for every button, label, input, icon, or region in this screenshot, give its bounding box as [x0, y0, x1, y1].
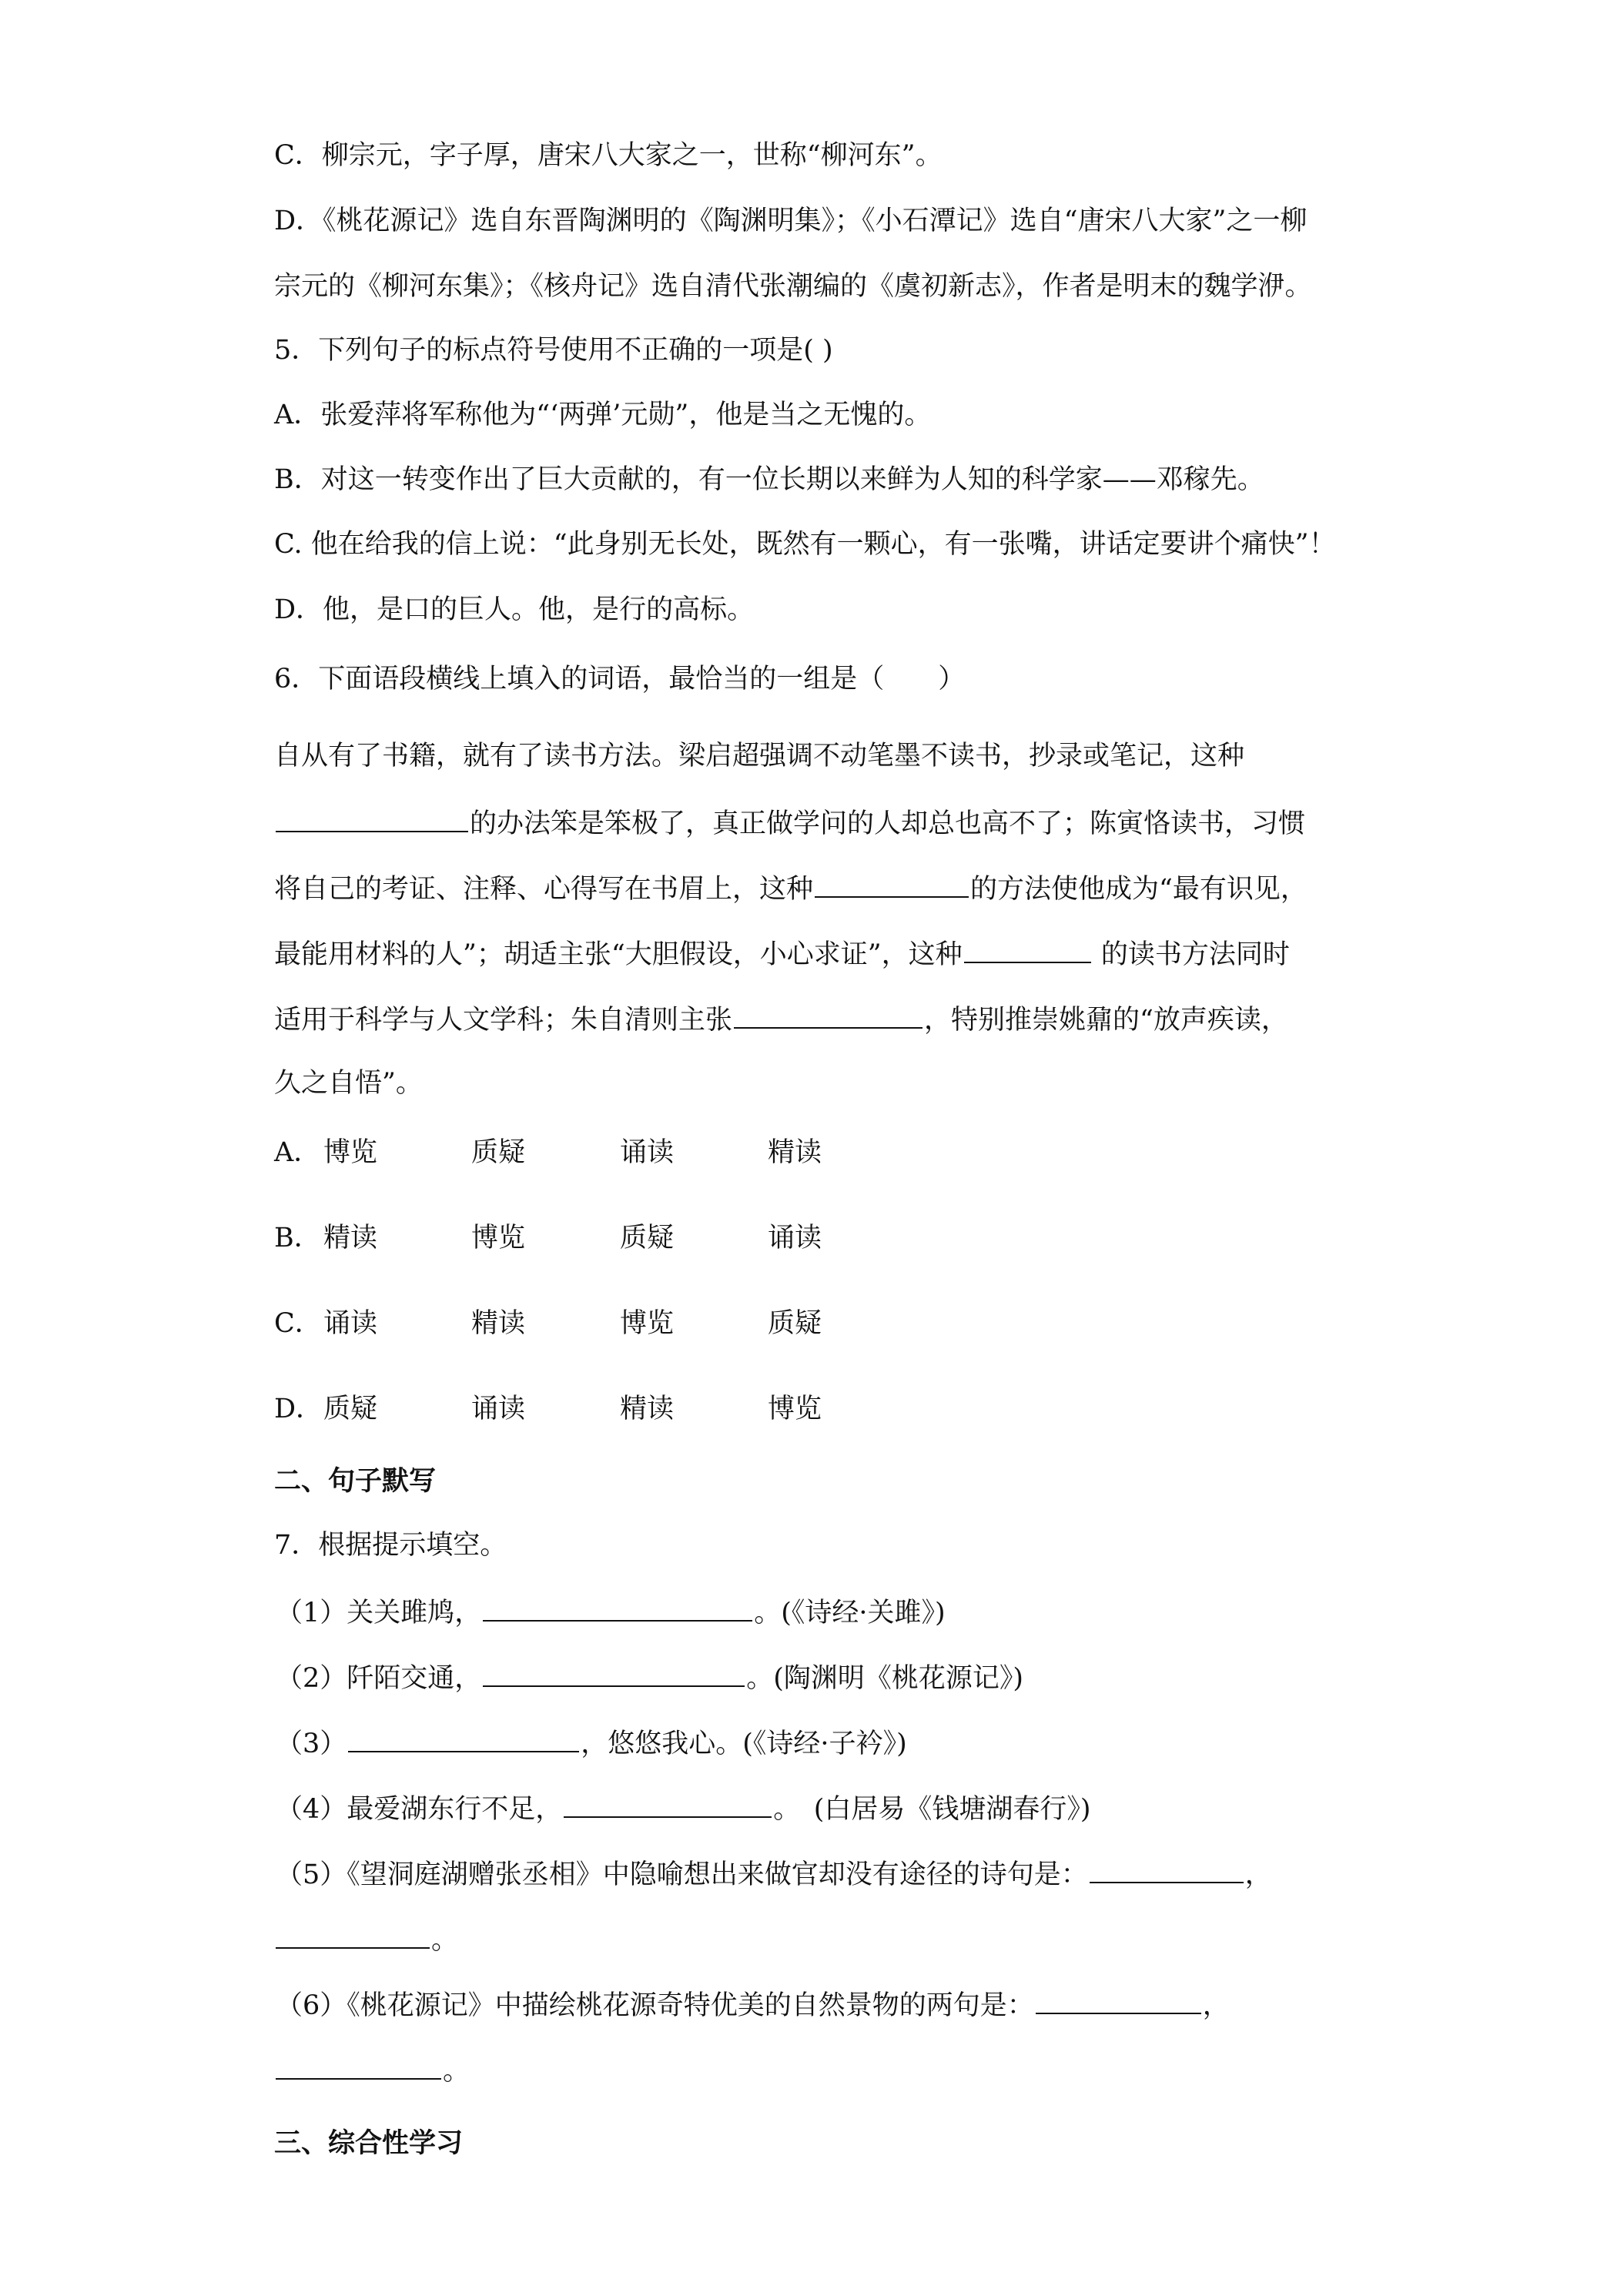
q4-option-d-line2: 宗元的《柳河东集》；《核舟记》选自清代张潮编的《虞初新志》，作者是明末的魏学洢。: [274, 271, 1312, 302]
option-word: 质疑: [768, 1308, 822, 1339]
option-word: 精读: [620, 1394, 675, 1424]
item-text: （3）: [276, 1729, 347, 1759]
q7-item-4: [276, 1790, 1091, 1826]
item-text: 。: [443, 2056, 470, 2087]
item-text: 。(陶渊明《桃花源记》): [746, 1663, 1024, 1694]
option-label: A．: [274, 1137, 321, 1168]
option-word: 诵读: [471, 1394, 526, 1424]
passage-text: 的办法笨是笨极了，真正做学问的人却总也高不了；陈寅恪读书，习惯: [470, 808, 1306, 839]
q6-passage-line2: [274, 805, 1305, 841]
q5-option-c: C. 他在给我的信上说：“此身别无长处，既然有一颗心，有一张嘴，讲话定要讲个痛快”！: [274, 529, 1336, 560]
option-word: 质疑: [323, 1394, 378, 1424]
item-text: 。: [431, 1925, 459, 1956]
option-word: 博览: [471, 1223, 526, 1253]
item-text: （4）最爱湖东行不足，: [276, 1794, 563, 1825]
q5-stem: 5．下列句子的标点符号使用不正确的一项是( ): [274, 335, 833, 366]
q5-option-b: B．对这一转变作出了巨大贡献的，有一位长期以来鲜为人知的科学家——邓稼先。: [274, 464, 1264, 495]
passage-text: 的读书方法同时: [1100, 939, 1290, 970]
passage-text: 最能用材料的人”；胡适主张“大胆假设，小心求证”，这种: [274, 939, 963, 970]
option-word: 精读: [471, 1308, 526, 1339]
passage-text: 的方法使他成为“最有识见，: [970, 874, 1308, 905]
q6-passage-line5: [274, 1001, 1288, 1037]
q7-item-6-line2: [276, 2052, 470, 2088]
answer-blank[interactable]: [734, 1001, 922, 1029]
q6-passage-line1: 自从有了书籍，就有了读书方法。梁启超强调不动笔墨不读书，抄录或笔记，这种: [274, 741, 1245, 771]
option-word: 博览: [768, 1394, 822, 1424]
q6-passage-line6: 久之自悟”。: [274, 1068, 423, 1099]
passage-text: ，特别推崇姚鼐的“放声疾读，: [924, 1005, 1288, 1036]
passage-text: 适用于科学与人文学科；朱自清则主张: [274, 1005, 733, 1036]
item-text: ，悠悠我心。(《诗经·子衿》): [581, 1729, 907, 1759]
item-text: ，: [1244, 1859, 1272, 1890]
q7-item-3: [276, 1725, 907, 1761]
q7-item-2: [276, 1659, 1023, 1695]
option-word: 博览: [323, 1137, 378, 1168]
q5-option-a: A．张爱萍将军称他为“‘两弹’元勋”，他是当之无愧的。: [274, 400, 932, 430]
q7-item-5-line2: [276, 1921, 458, 1957]
option-label: C．: [274, 1308, 322, 1339]
option-word: 博览: [620, 1308, 675, 1339]
option-label: B．: [274, 1223, 321, 1253]
q7-item-1: [276, 1594, 946, 1630]
q7-item-6-line1: [276, 1986, 1230, 2023]
section-heading: 二、句子默写: [274, 1465, 437, 1497]
item-text: （5）《望洞庭湖赠张丞相》中隐喻想出来做官却没有途径的诗句是：: [276, 1859, 1088, 1890]
answer-blank[interactable]: [348, 1725, 579, 1752]
option-word: 质疑: [471, 1137, 526, 1168]
option-word: 诵读: [620, 1137, 675, 1168]
option-word: 精读: [323, 1223, 378, 1253]
option-word: 诵读: [768, 1223, 822, 1253]
q5-option-d: D．他，是口的巨人。他，是行的高标。: [274, 594, 755, 625]
answer-blank[interactable]: [1090, 1856, 1244, 1883]
q6-passage-line4: [274, 935, 1290, 972]
option-word: 精读: [768, 1137, 822, 1168]
item-text: 。 (白居易《钱塘湖春行》): [773, 1794, 1091, 1825]
q7-item-5-line1: [276, 1856, 1272, 1892]
answer-blank[interactable]: [1036, 1986, 1201, 2014]
item-text: （1）关关雎鸠，: [276, 1598, 482, 1628]
q4-option-c: C．柳宗元，字子厚，唐宋八大家之一，世称“柳河东”。: [274, 140, 943, 171]
item-text: ，: [1202, 1990, 1230, 2021]
q6-passage-line3: [274, 870, 1308, 906]
passage-text: 将自己的考证、注释、心得写在书眉上，这种: [274, 874, 814, 905]
q6-stem: 6．下面语段横线上填入的词语，最恰当的一组是（ ）: [274, 664, 966, 694]
option-word: 质疑: [620, 1223, 675, 1253]
item-text: 。(《诗经·关雎》): [754, 1598, 946, 1628]
answer-blank[interactable]: [276, 2052, 441, 2080]
answer-blank[interactable]: [564, 1790, 772, 1818]
section-heading: 三、综合性学习: [274, 2127, 464, 2159]
q7-stem: 7．根据提示填空。: [274, 1530, 507, 1561]
q4-option-d-line1: D．《桃花源记》选自东晋陶渊明的《陶渊明集》；《小石潭记》选自“唐宋八大家”之一柳: [274, 206, 1308, 236]
answer-blank[interactable]: [815, 870, 969, 898]
answer-blank[interactable]: [276, 805, 468, 832]
answer-blank[interactable]: [276, 1921, 430, 1949]
item-text: （2）阡陌交通，: [276, 1663, 482, 1694]
answer-blank[interactable]: [483, 1659, 745, 1687]
item-text: （6）《桃花源记》中描绘桃花源奇特优美的自然景物的两句是：: [276, 1990, 1034, 2021]
option-label: D．: [274, 1394, 323, 1424]
answer-blank[interactable]: [483, 1594, 752, 1622]
option-word: 诵读: [323, 1308, 378, 1339]
answer-blank[interactable]: [964, 935, 1091, 963]
